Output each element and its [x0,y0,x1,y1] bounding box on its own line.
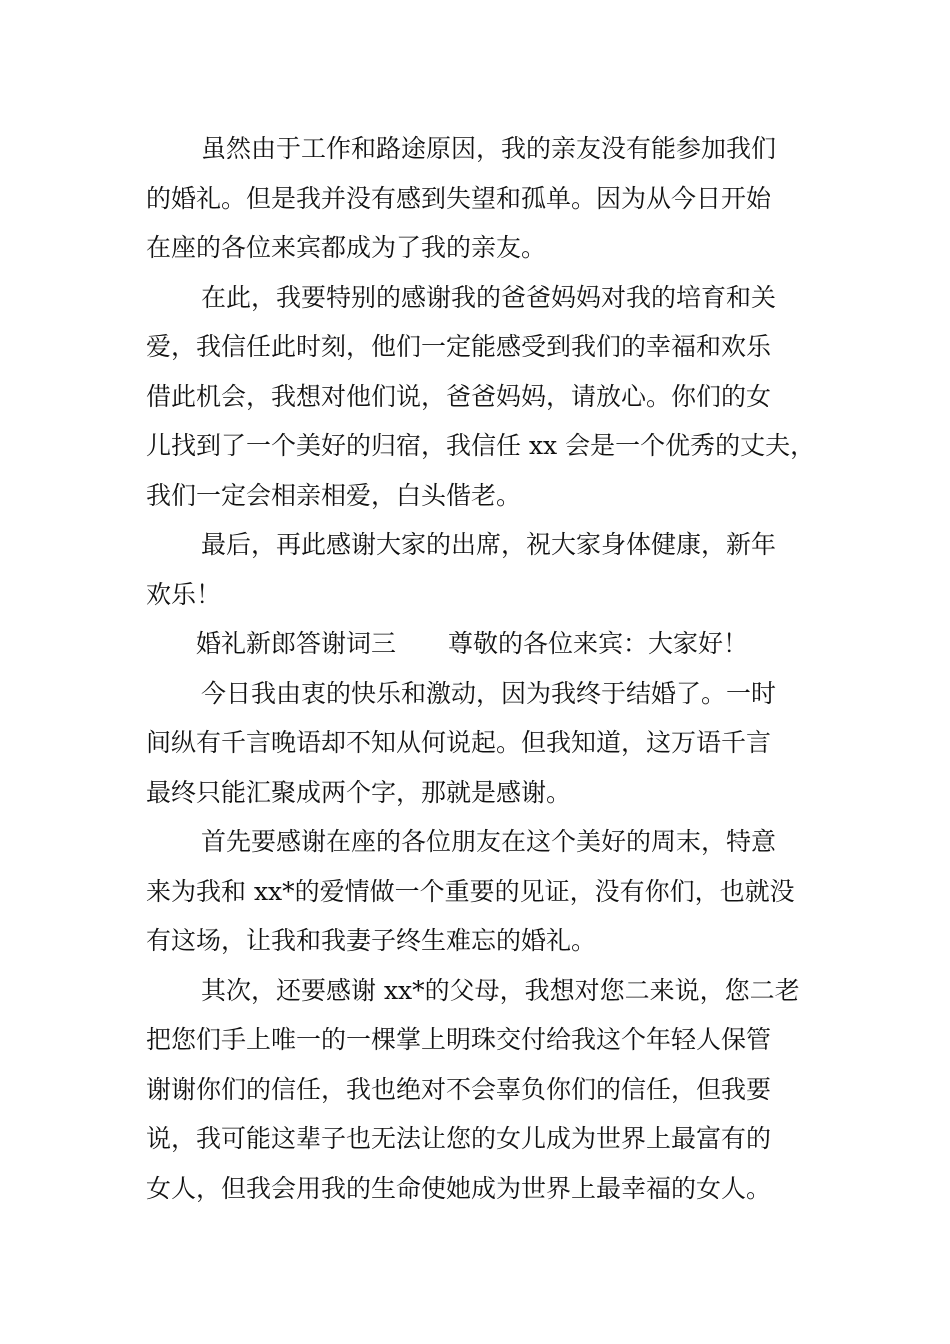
text-line: 其次，还要感谢 xx*的父母，我想对您二来说，您二老 [201,975,800,1005]
text-line: 最终只能汇聚成两个字，那就是感谢。 [146,777,572,807]
text-line: 首先要感谢在座的各位朋友在这个美好的周末，特意 [201,827,777,856]
text-line: 谢谢你们的信任，我也绝对不会辜负你们的信任，但我要 [146,1074,772,1104]
text-line: 在此，我要特别的感谢我的爸爸妈妈对我的培育和关 [201,282,777,312]
text-line: 把您们手上唯一的一棵掌上明珠交付给我这个年轻人保管 [146,1025,772,1054]
text-line: 在座的各位来宾都成为了我的亲友。 [146,233,547,262]
section-heading [146,619,826,669]
text-line: 今日我由衷的快乐和激动，因为我终于结婚了。一时 [201,678,777,708]
text-line: 说，我可能这辈子也无法让您的女儿成为世界上最富有的 [146,1124,772,1153]
document-body [146,124,826,1213]
heading-greeting: 尊敬的各位来宾：大家好！ [448,629,749,658]
heading-title: 婚礼新郎答谢词三 [196,629,397,658]
text-line: 来为我和 xx*的爱情做一个重要的见证，没有你们，也就没 [146,876,795,906]
text-line: 我们一定会相亲相爱，白头偕老。 [146,480,522,510]
text-line: 欢乐！ [146,579,222,609]
text-line: 的婚礼。但是我并没有感到失望和孤单。因为从今日开始 [146,183,772,213]
text-line: 最后，再此感谢大家的出席，祝大家身体健康，新年 [201,530,777,559]
text-line: 间纵有千言晚语却不知从何说起。但我知道，这万语千言 [146,728,772,757]
paragraph-group-2 [146,669,826,1214]
text-line: 儿找到了一个美好的归宿，我信任 xx 会是一个优秀的丈夫， [146,431,816,460]
text-line: 借此机会，我想对他们说，爸爸妈妈，请放心。你们的女 [146,381,772,411]
text-line: 爱，我信任此时刻，他们一定能感受到我们的幸福和欢乐 [146,332,772,361]
paragraph-group-1 [146,124,826,619]
text-line: 女人，但我会用我的生命使她成为世界上最幸福的女人。 [146,1173,772,1203]
text-line: 虽然由于工作和路途原因，我的亲友没有能参加我们 [201,134,777,163]
text-line: 有这场，让我和我妻子终生难忘的婚礼。 [146,926,597,955]
